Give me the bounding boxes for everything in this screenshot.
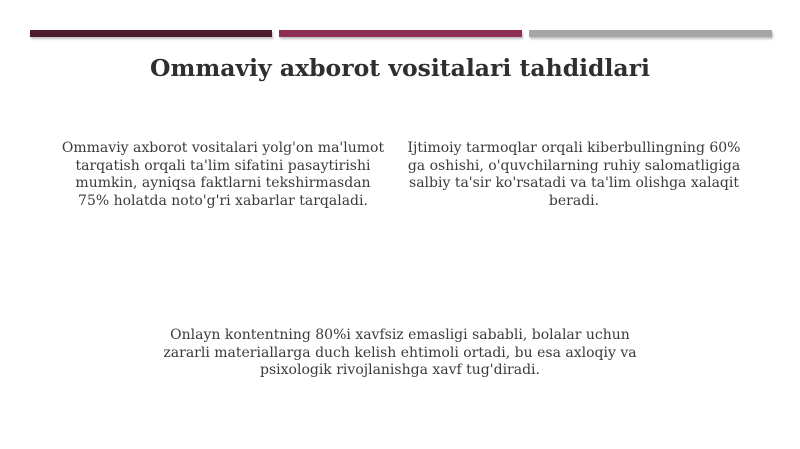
header-accent-bar-magenta [279, 30, 522, 37]
header-accent-bar-dark [30, 30, 272, 37]
paragraph-unsafe-content: Onlayn kontentning 80%i xavfsiz emasligi sababli, bolalar uchun zararli materiallarga duch kelish ehtimoli ortadi, bu esa axloqiy va psixologik rivojlanishga xavf tug'diradi. [163, 327, 637, 378]
header-accent-bar-gray [529, 30, 772, 37]
paragraph-misinformation: Ommaviy axborot vositalari yolg'on ma'lumot tarqatish orqali ta'lim sifatini pasaytirishi mumkin, ayniqsa faktlarni tekshirmasdan 75% holatda noto'g'ri xabarlar tarqaladi. [61, 140, 385, 209]
slide-title: Ommaviy axborot vositalari tahdidlari [150, 54, 650, 82]
paragraph-cyberbullying: Ijtimoiy tarmoqlar orqali kiberbullingning 60% ga oshishi, o'quvchilarning ruhiy salomatligiga salbiy ta'sir ko'rsatadi va ta'lim olishga xalaqit beradi. [407, 140, 741, 209]
